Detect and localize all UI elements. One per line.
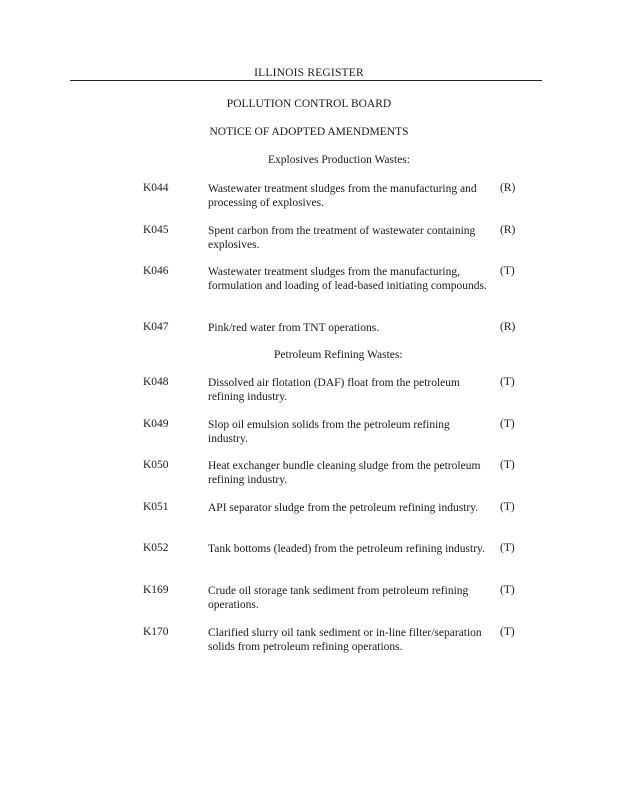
waste-description: Tank bottoms (leaded) from the petroleum refining industry. (208, 543, 485, 555)
hazard-code: (T) (500, 542, 515, 554)
waste-code: K170 (143, 626, 169, 638)
waste-code: K049 (143, 418, 169, 430)
hazard-code: (T) (500, 626, 515, 638)
header-divider (70, 80, 542, 81)
waste-description: Wastewater treatment sludges from the manufacturing, formulation and loading of lead-based initiating compounds. (208, 266, 487, 292)
waste-description: Wastewater treatment sludges from the manufacturing and processing of explosives. (208, 183, 477, 209)
hazard-code: (T) (500, 418, 515, 430)
hazard-code: (T) (500, 584, 515, 596)
waste-code: K045 (143, 224, 169, 236)
waste-description: Slop oil emulsion solids from the petroleum refining industry. (208, 419, 450, 445)
register-title: ILLINOIS REGISTER (254, 67, 364, 79)
waste-description: Pink/red water from TNT operations. (208, 322, 380, 334)
waste-code: K051 (143, 501, 169, 513)
notice-title: NOTICE OF ADOPTED AMENDMENTS (209, 126, 409, 138)
board-title: POLLUTION CONTROL BOARD (226, 98, 392, 110)
waste-code: K044 (143, 182, 169, 194)
waste-code: K047 (143, 321, 169, 333)
waste-code: K048 (143, 376, 169, 388)
section-title-petroleum: Petroleum Refining Wastes: (274, 349, 403, 361)
section-title-explosives: Explosives Production Wastes: (268, 154, 410, 166)
hazard-code: (T) (500, 501, 515, 513)
waste-code: K169 (143, 584, 169, 596)
waste-description: Crude oil storage tank sediment from petroleum refining operations. (208, 585, 469, 611)
waste-description: Clarified slurry oil tank sediment or in-line filter/separation solids from petroleum refining operations. (208, 627, 482, 653)
hazard-code: (T) (500, 376, 515, 388)
hazard-code: (T) (500, 265, 515, 277)
waste-code: K050 (143, 459, 169, 471)
waste-description: Spent carbon from the treatment of wastewater containing explosives. (208, 225, 476, 251)
waste-description: Dissolved air flotation (DAF) float from the petroleum refining industry. (208, 377, 460, 403)
waste-code: K046 (143, 265, 169, 277)
waste-description: API separator sludge from the petroleum refining industry. (208, 502, 479, 514)
hazard-code: (R) (500, 224, 516, 236)
hazard-code: (T) (500, 459, 515, 471)
hazard-code: (R) (500, 321, 516, 333)
hazard-code: (R) (500, 182, 516, 194)
waste-description: Heat exchanger bundle cleaning sludge from the petroleum refining industry. (208, 460, 481, 486)
waste-code: K052 (143, 542, 169, 554)
